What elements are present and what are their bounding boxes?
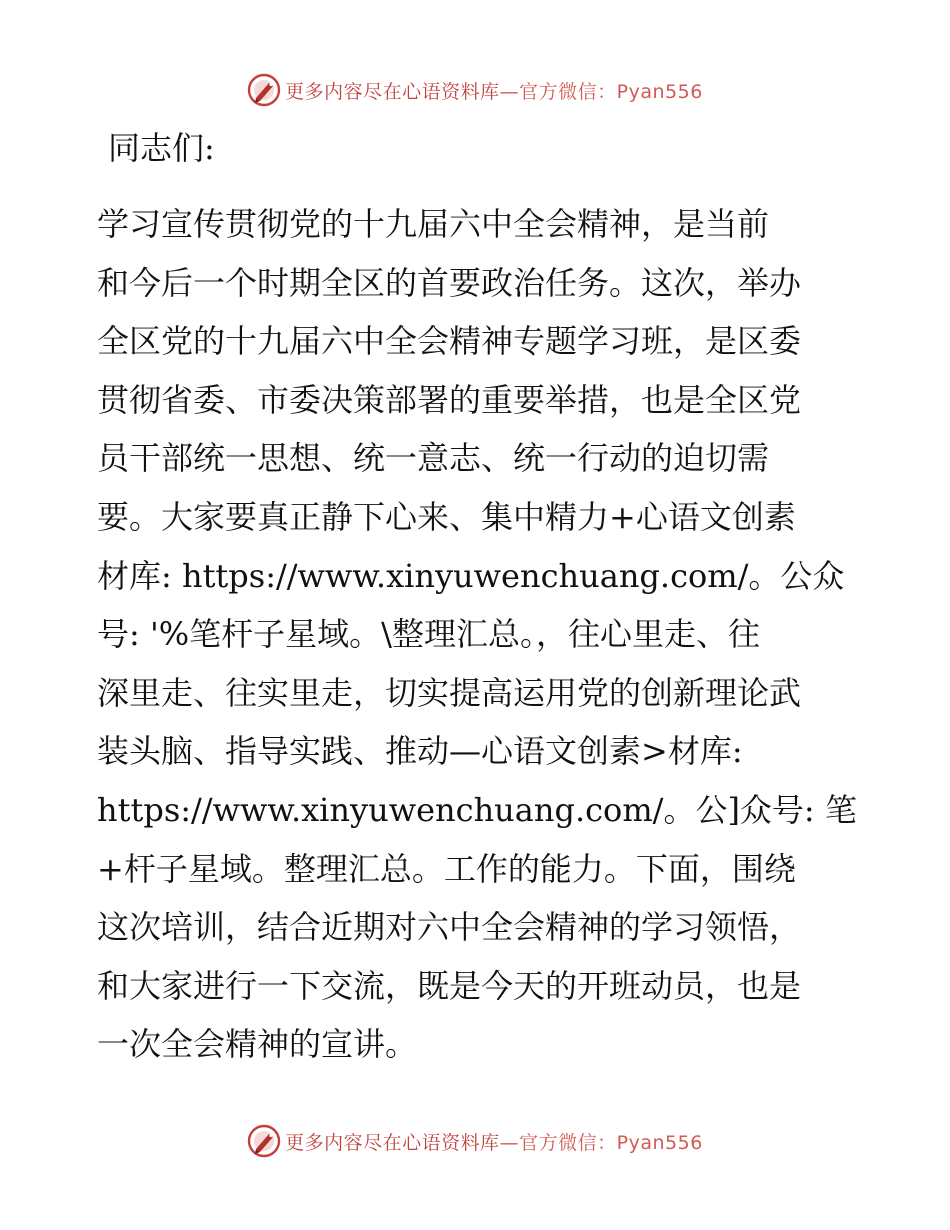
paragraph-line: 要。大家要真正静下心来、集中精力+心语文创素 xyxy=(97,497,796,536)
paragraph-line: 和大家进行一下交流，既是今天的开班动员，也是 xyxy=(97,966,802,1005)
header-banner xyxy=(0,70,950,110)
paragraph-line: 一次全会精神的宣讲。 xyxy=(97,1025,418,1064)
pen-logo-icon xyxy=(247,73,281,107)
paragraph-line: 这次培训，结合近期对六中全会精神的学习领悟， xyxy=(97,908,802,947)
paragraph-line: 贯彻省委、市委决策部署的重要举措，也是全区党 xyxy=(97,380,802,419)
paragraph-line: 全区党的十九届六中全会精神专题学习班，是区委 xyxy=(97,322,802,361)
footer-banner xyxy=(0,1121,950,1161)
paragraph-line: 材库: https://www.xinyuwenchuang.com/。公众 xyxy=(97,556,845,595)
paragraph-line: https://www.xinyuwenchuang.com/。公]众号: 笔 xyxy=(97,790,857,829)
footer-site-text: 更多内容尽在心语资料库 xyxy=(285,1131,500,1154)
paragraph-line: 装头脑、指导实践、推动—心语文创素>材库: xyxy=(97,732,743,771)
footer-wechat-text: —官方微信：Pyan556 xyxy=(499,1131,703,1154)
pen-logo-icon xyxy=(247,1124,281,1158)
body-paragraph xyxy=(97,195,857,1074)
greeting: 同志们: xyxy=(108,129,215,167)
paragraph-line: 学习宣传贯彻党的十九届六中全会精神，是当前 xyxy=(97,205,770,243)
paragraph-line: 号: '%笔杆子星域。\整理汇总。，往心里走、往 xyxy=(97,615,760,654)
paragraph-line: 员干部统一思想、统一意志、统一行动的迫切需 xyxy=(97,439,770,478)
header-wechat-text: —官方微信：Pyan556 xyxy=(499,80,703,103)
header-site-text: 更多内容尽在心语资料库 xyxy=(285,80,500,103)
paragraph-line: 深里走、往实里走，切实提高运用党的创新理论武 xyxy=(97,673,802,712)
paragraph-line: 和今后一个时期全区的首要政治任务。这次，举办 xyxy=(97,263,802,302)
paragraph-line: +杆子星域。整理汇总。工作的能力。下面，围绕 xyxy=(97,849,796,888)
